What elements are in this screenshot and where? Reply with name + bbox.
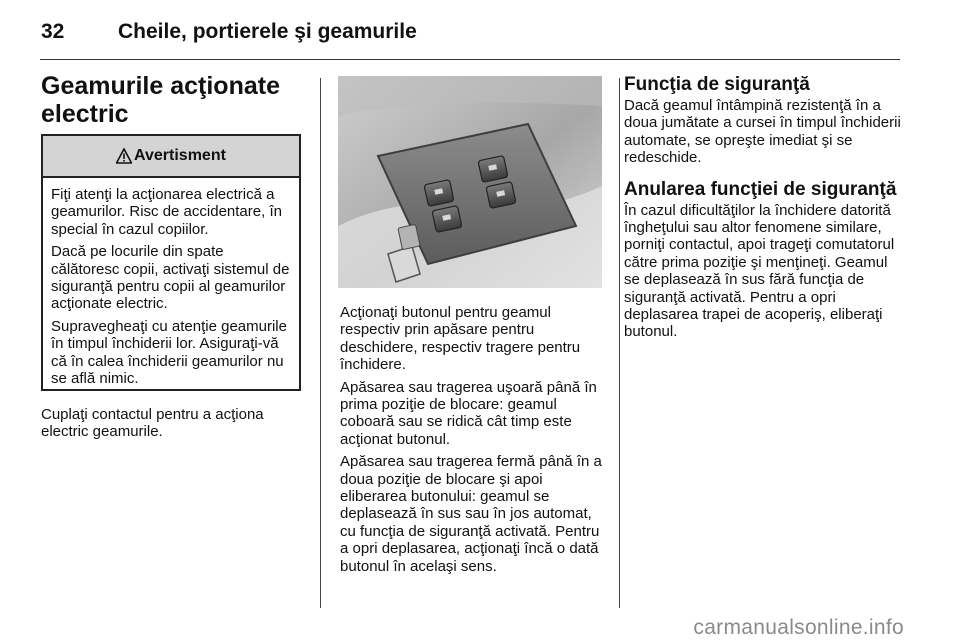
section-title: Geamurile acţionate electric (41, 72, 280, 128)
middle-paragraph: Apăsarea sau tragerea uşoară până în prima poziţie de blocare: geamul coboară sau se ridică cât timp este acţionat butonul. (340, 378, 597, 448)
middle-paragraph: Acţionaţi butonul pentru geamul respectiv prin apăsare pentru deschidere, respectiv tragere pentru închidere. (340, 304, 581, 374)
warning-header (43, 136, 299, 178)
warning-paragraph: Dacă pe locurile din spate călătoresc copii, activaţi sistemul de siguranţă pentru copii al geamurilor acţionate electric. (51, 243, 290, 313)
left-body-text: Cuplaţi contactul pentru a acţiona electric geamurile. (41, 406, 264, 441)
safety-function-text: Dacă geamul întâmpină rezistenţă în a doua jumătate a cursei în timpul închiderii automate, se opreşte imediat şi se redeschide. (624, 97, 901, 167)
middle-paragraph: Apăsarea sau tragerea fermă până în a doua poziţie de blocare şi apoi eliberarea butonului: geamul se deplasează în sus sau în jos automat, cu funcţia de siguranţă activată. Pentru a opri deplasarea, acţionaţi încă o dată butonul în acelaşi sens. (340, 453, 602, 575)
warning-paragraph: Supravegheaţi cu atenţie geamurile în timpul închiderii lor. Asiguraţi-vă că în calea închiderii geamurilor nu se află nimic. (51, 317, 287, 388)
column-divider-right (619, 78, 620, 608)
column-divider-left (320, 78, 321, 608)
header-divider (40, 59, 900, 60)
safety-override-text: În cazul dificultăţilor la închidere datorită îngheţului sau altor fenomene similare, porniţi contactul, apoi trageţi comutatorul către prima poziţie şi menţineţi. Geamul se deplasează în sus fără funcţia de siguranţă activată. Pentru a opri deplasarea trapei de acoperiş, eliberaţi butonul. (624, 201, 895, 341)
warning-body (43, 178, 299, 387)
watermark: carmanualsonline.info (693, 616, 904, 639)
page-number: 32 (41, 20, 65, 43)
right-column (624, 74, 906, 353)
warning-title: Avertisment (134, 147, 226, 164)
warning-box (41, 134, 301, 391)
middle-body-text (340, 304, 605, 580)
safety-override-heading: Anularea funcţiei de siguranţă (624, 178, 897, 200)
page-title: Cheile, portierele şi geamurile (118, 20, 417, 43)
safety-function-heading: Funcţia de siguranţă (624, 74, 810, 95)
window-switch-photo (338, 76, 602, 288)
warning-paragraph: Fiţi atenţi la acţionarea electrică a geamurilor. Risc de accidentare, în special în cazul copiilor. (51, 186, 282, 238)
warning-triangle-icon (116, 148, 132, 164)
